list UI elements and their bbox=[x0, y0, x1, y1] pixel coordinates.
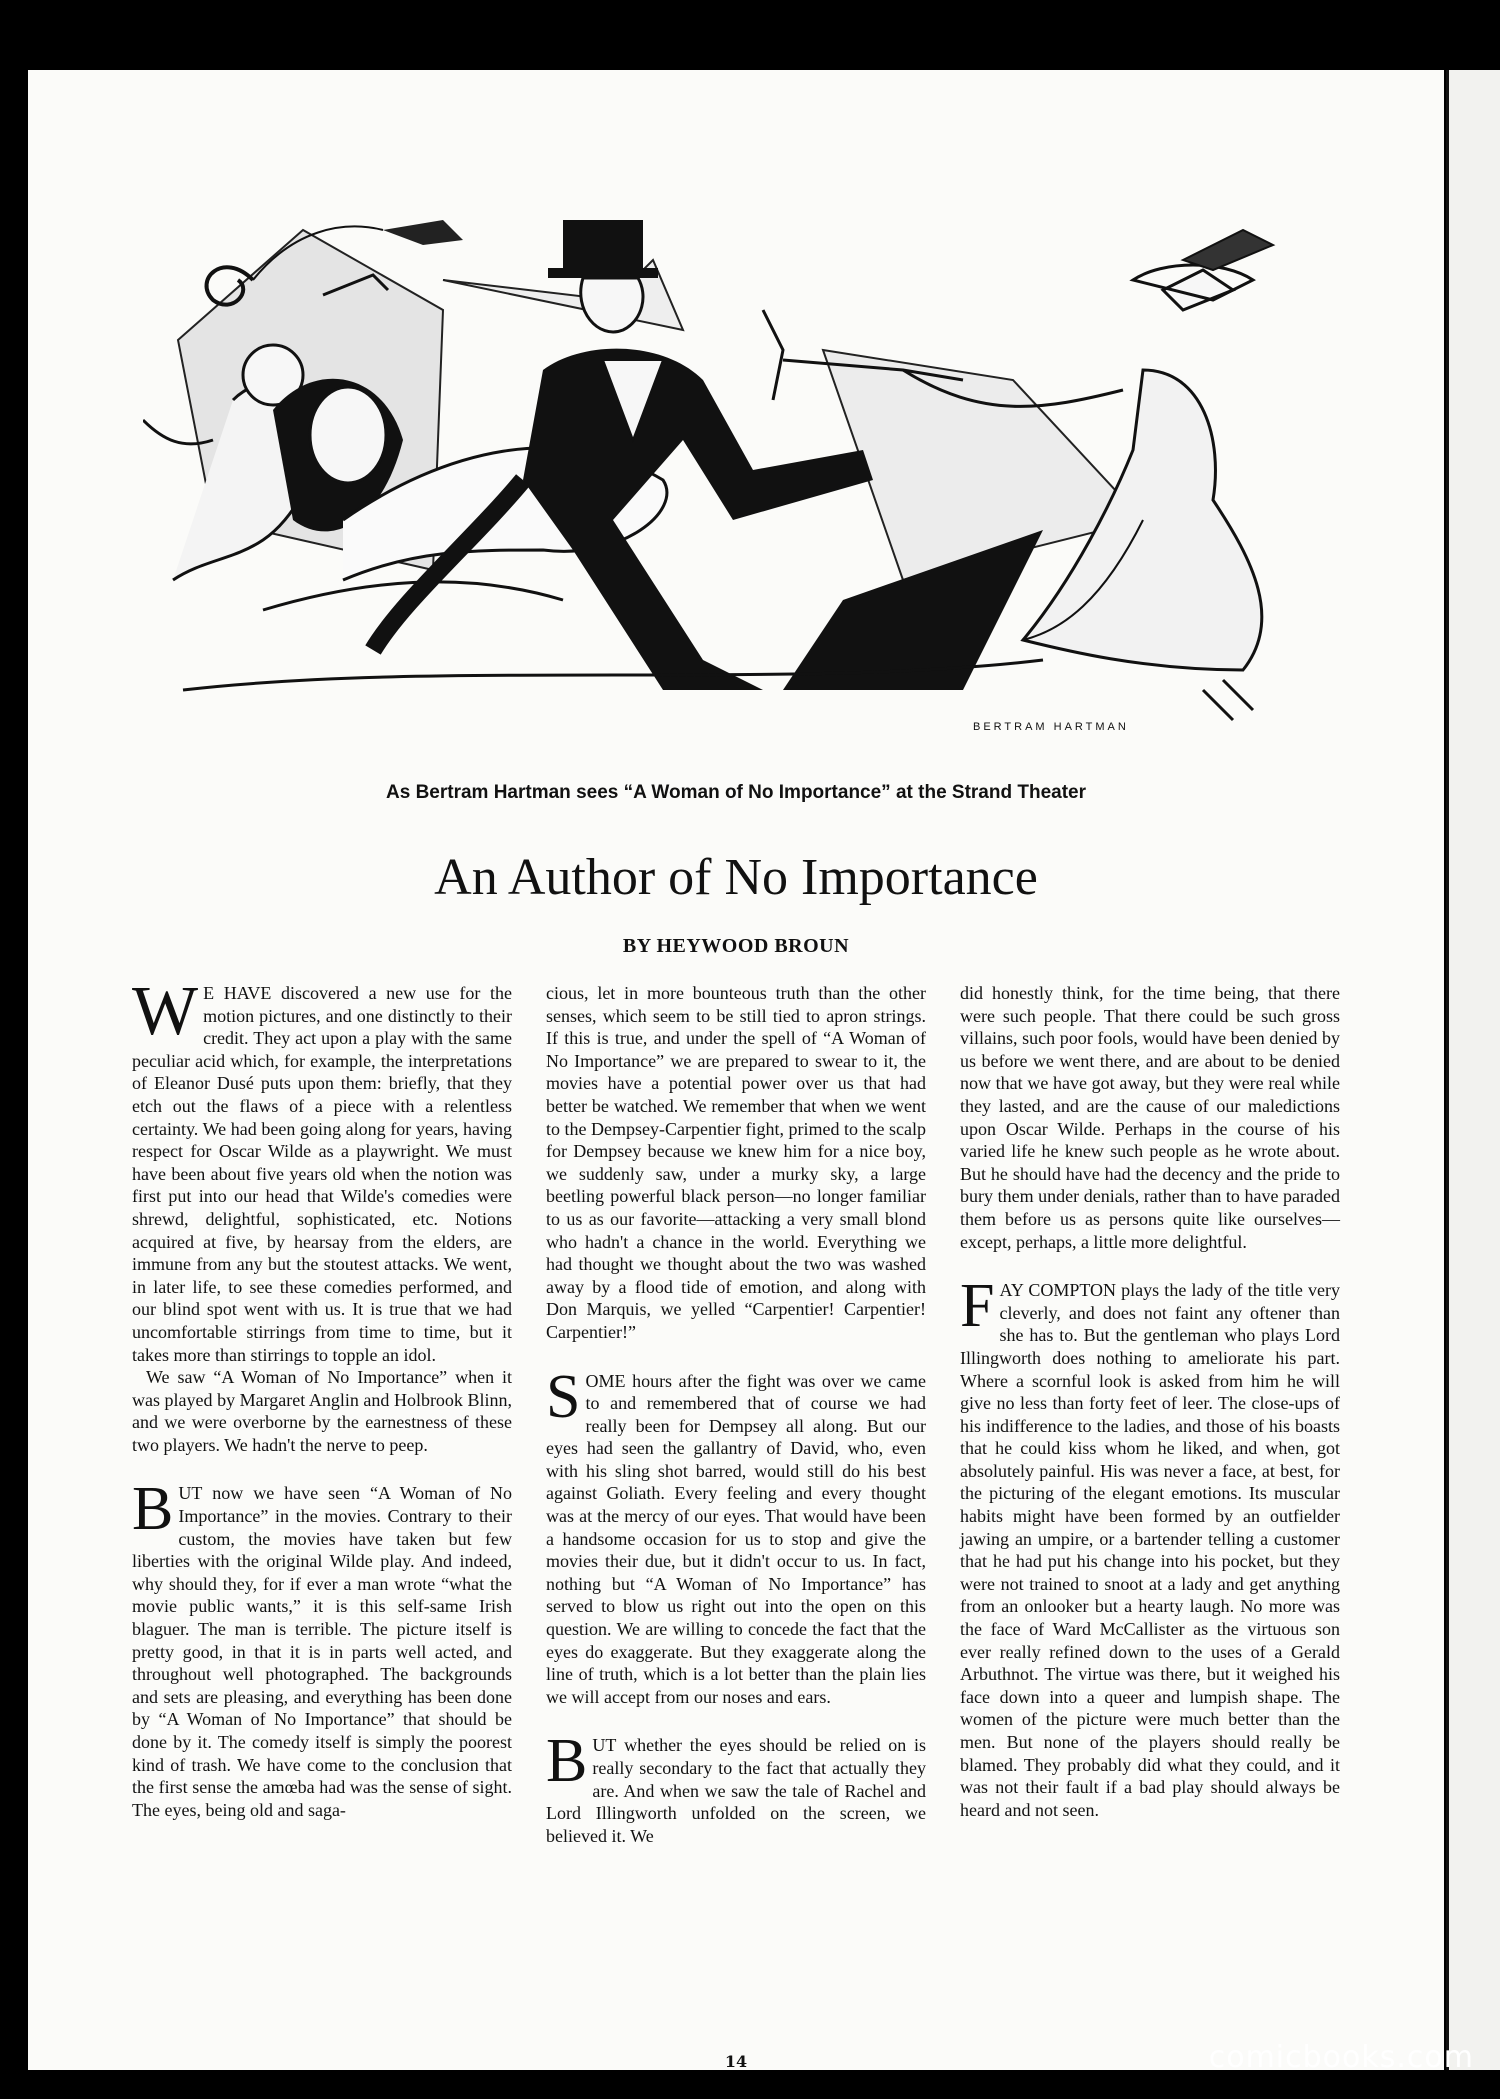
drop-cap: F bbox=[960, 1272, 995, 1341]
paragraph-text: now we have seen “A Woman of No Importance” in the movies. Contrary to their custom, the movies have taken but few liberties with the original Wilde play. And indeed, why should they, for if ever a man wrote “what the movie public wants,” it is this self-same Irish blaguer. The man is terrible. The picture itself is pretty good, in that it is in parts well acted, and throughout well photographed. The backgrounds and sets are pleasing, and everything has been done by “A Woman of No Importance” that should be done by it. The comedy itself is simply the poorest kind of trash. We have come to the conclusion that the first sense the amœba had was the sense of sight. The eyes, being old and saga- bbox=[132, 1483, 512, 1820]
column-2 bbox=[546, 982, 926, 1847]
facing-page-edge bbox=[1446, 70, 1500, 2070]
paragraph: cious, let in more bounteous truth than the other senses, which seem to be still tied to apron strings. If this is true, and under the spell of “A Woman of No Importance” we are prepared to swear to it, the movies have a potential power over us that had better be watched. We remember that when we went to the Dempsey-Carpentier fight, primed to the scalp for Dempsey because we knew him for a nice boy, we suddenly saw, under a murky sky, a large beetling powerful black person—no longer familiar to us as our favorite—attacking a very small blond who hadn't a chance in the world. Everything we had thought we thought about the two was washed away by a flood tide of emotion, and along with Don Marquis, we yelled “Carpentier! Carpentier! Carpentier!” bbox=[546, 983, 926, 1342]
watermark: comicbooks.com bbox=[1208, 2040, 1474, 2075]
lead-words: OME bbox=[585, 1370, 626, 1391]
drop-cap: W bbox=[132, 973, 199, 1050]
column-3 bbox=[960, 982, 1340, 1821]
drop-cap: S bbox=[546, 1362, 581, 1431]
paragraph-text: whether the eyes should be relied on is really secondary to the fact that actually they are. And when we saw the tale of Rachel and Lord Illingworth unfolded on the screen, we believed it. We bbox=[546, 1735, 926, 1846]
paragraph-text: discovered a new use for the motion pictures, and one distinctly to their credit. They act upon a play with the same peculiar acid which, for example, the interpretations of Eleanor Dusé puts upon them: briefly, that they etch out the flaws of a piece with a relentless certainty. We had been going along for years, having respect for Oscar Wilde as a playwright. We must have been about five years old when the notion was first put into our head that Wilde's comedies were shrewd, delightful, sophisticated, etc. Notions acquired at five, by hearsay from the elders, are immune from any but the stoutest attacks. We went, in later life, to see these comedies performed, and our blind spot went with us. It is true that we had uncomfortable stirrings from time to time, but it takes more than stirrings to topple an idol. bbox=[132, 983, 513, 1365]
paragraph-text: plays the lady of the title very cleverly, and does not faint any oftener than she has to. But the gentleman who plays Lord Illingworth does nothing to ameliorate his part. Where a scornful look is asked from him he will give no less than forty feet of leer. The close-ups of his indifference to the ladies, and those of his boasts that he could kiss whom he liked, and when, got absolutely painful. His was never a face, at best, for the picturing of the elegant emotions. Its muscular habits might have been formed by an outfielder jawing an umpire, or a bartender telling a customer that he had put his change into his pocket, but they were not trained to snoot at a lady and get anything from an onlooker but a hearty laugh. No more was the face of Ward McCallister as the virtuous son ever really refined down to the uses of a Gerald Arbuthnot. The virtue was there, but it weighed his face down into a queer and lumpish shape. The women of the picture were much better than the men. But none of the players should really be blamed. They probably did what they could, and it was not their fault if a bad play should always be heard and not seen. bbox=[960, 1280, 1341, 1820]
article-title: An Author of No Importance bbox=[434, 849, 1038, 906]
lead-words: E HAVE bbox=[203, 983, 272, 1003]
paragraph bbox=[132, 1475, 512, 1821]
paragraph bbox=[546, 1727, 926, 1847]
paragraph bbox=[132, 973, 513, 1366]
artist-signature: BERTRAM HARTMAN bbox=[973, 721, 1129, 733]
lead-words: UT bbox=[592, 1735, 617, 1756]
paragraph bbox=[546, 1362, 926, 1709]
paragraph: did honestly think, for the time being, that there were such people. That there could be such gross villains, such poor fools, would have been denied by us before we went there, and are about to be denied now that we have got away, but they were real while they lasted, and are the cause of our maledictions upon Oscar Wilde. Perhaps in the course of his varied life he knew such people as he wrote about. But he should have had the decency and the pride to bury them under denials, rather than to have paraded them before us as persons quite like ourselves—except, perhaps, a little more delightful. bbox=[960, 983, 1340, 1252]
drop-cap: B bbox=[132, 1475, 174, 1544]
magazine-page bbox=[28, 70, 1444, 2070]
article-byline: BY HEYWOOD BROUN bbox=[622, 935, 850, 957]
paragraph: We saw “A Woman of No Importance” when it was played by Margaret Anglin and Holbrook Blinn, and we were overborne by the earnestness of these two players. We hadn't the nerve to peep. bbox=[132, 1367, 512, 1455]
lead-words: AY COMPTON bbox=[999, 1280, 1117, 1301]
illustration bbox=[143, 220, 1383, 750]
page-number: 14 bbox=[724, 2052, 748, 2070]
drop-cap: B bbox=[546, 1727, 588, 1796]
illustration-caption: As Bertram Hartman sees “A Woman of No Importance” at the Strand Theater bbox=[386, 782, 1086, 803]
paragraph-text: hours after the fight was over we came to and remembered that of course we had really been for Dempsey all along. But our eyes had seen the gallantry of David, who, even with his sling shot barred, would still do his best against Goliath. Every feeling and every thought was at the mercy of our eyes. That would have been a handsome occasion for us to stop and give the movies their due, but it didn't occur to us. In fact, nothing but “A Woman of No Importance” has served to blow us right out into the open on this question. We are willing to concede the fact that the eyes do exaggerate. But they exaggerate along the line of truth, which is a lot better than the plain lies we will accept from our noses and ears. bbox=[546, 1370, 926, 1707]
column-1 bbox=[132, 973, 513, 1821]
lead-words: UT bbox=[178, 1483, 203, 1504]
paragraph bbox=[960, 1272, 1341, 1821]
